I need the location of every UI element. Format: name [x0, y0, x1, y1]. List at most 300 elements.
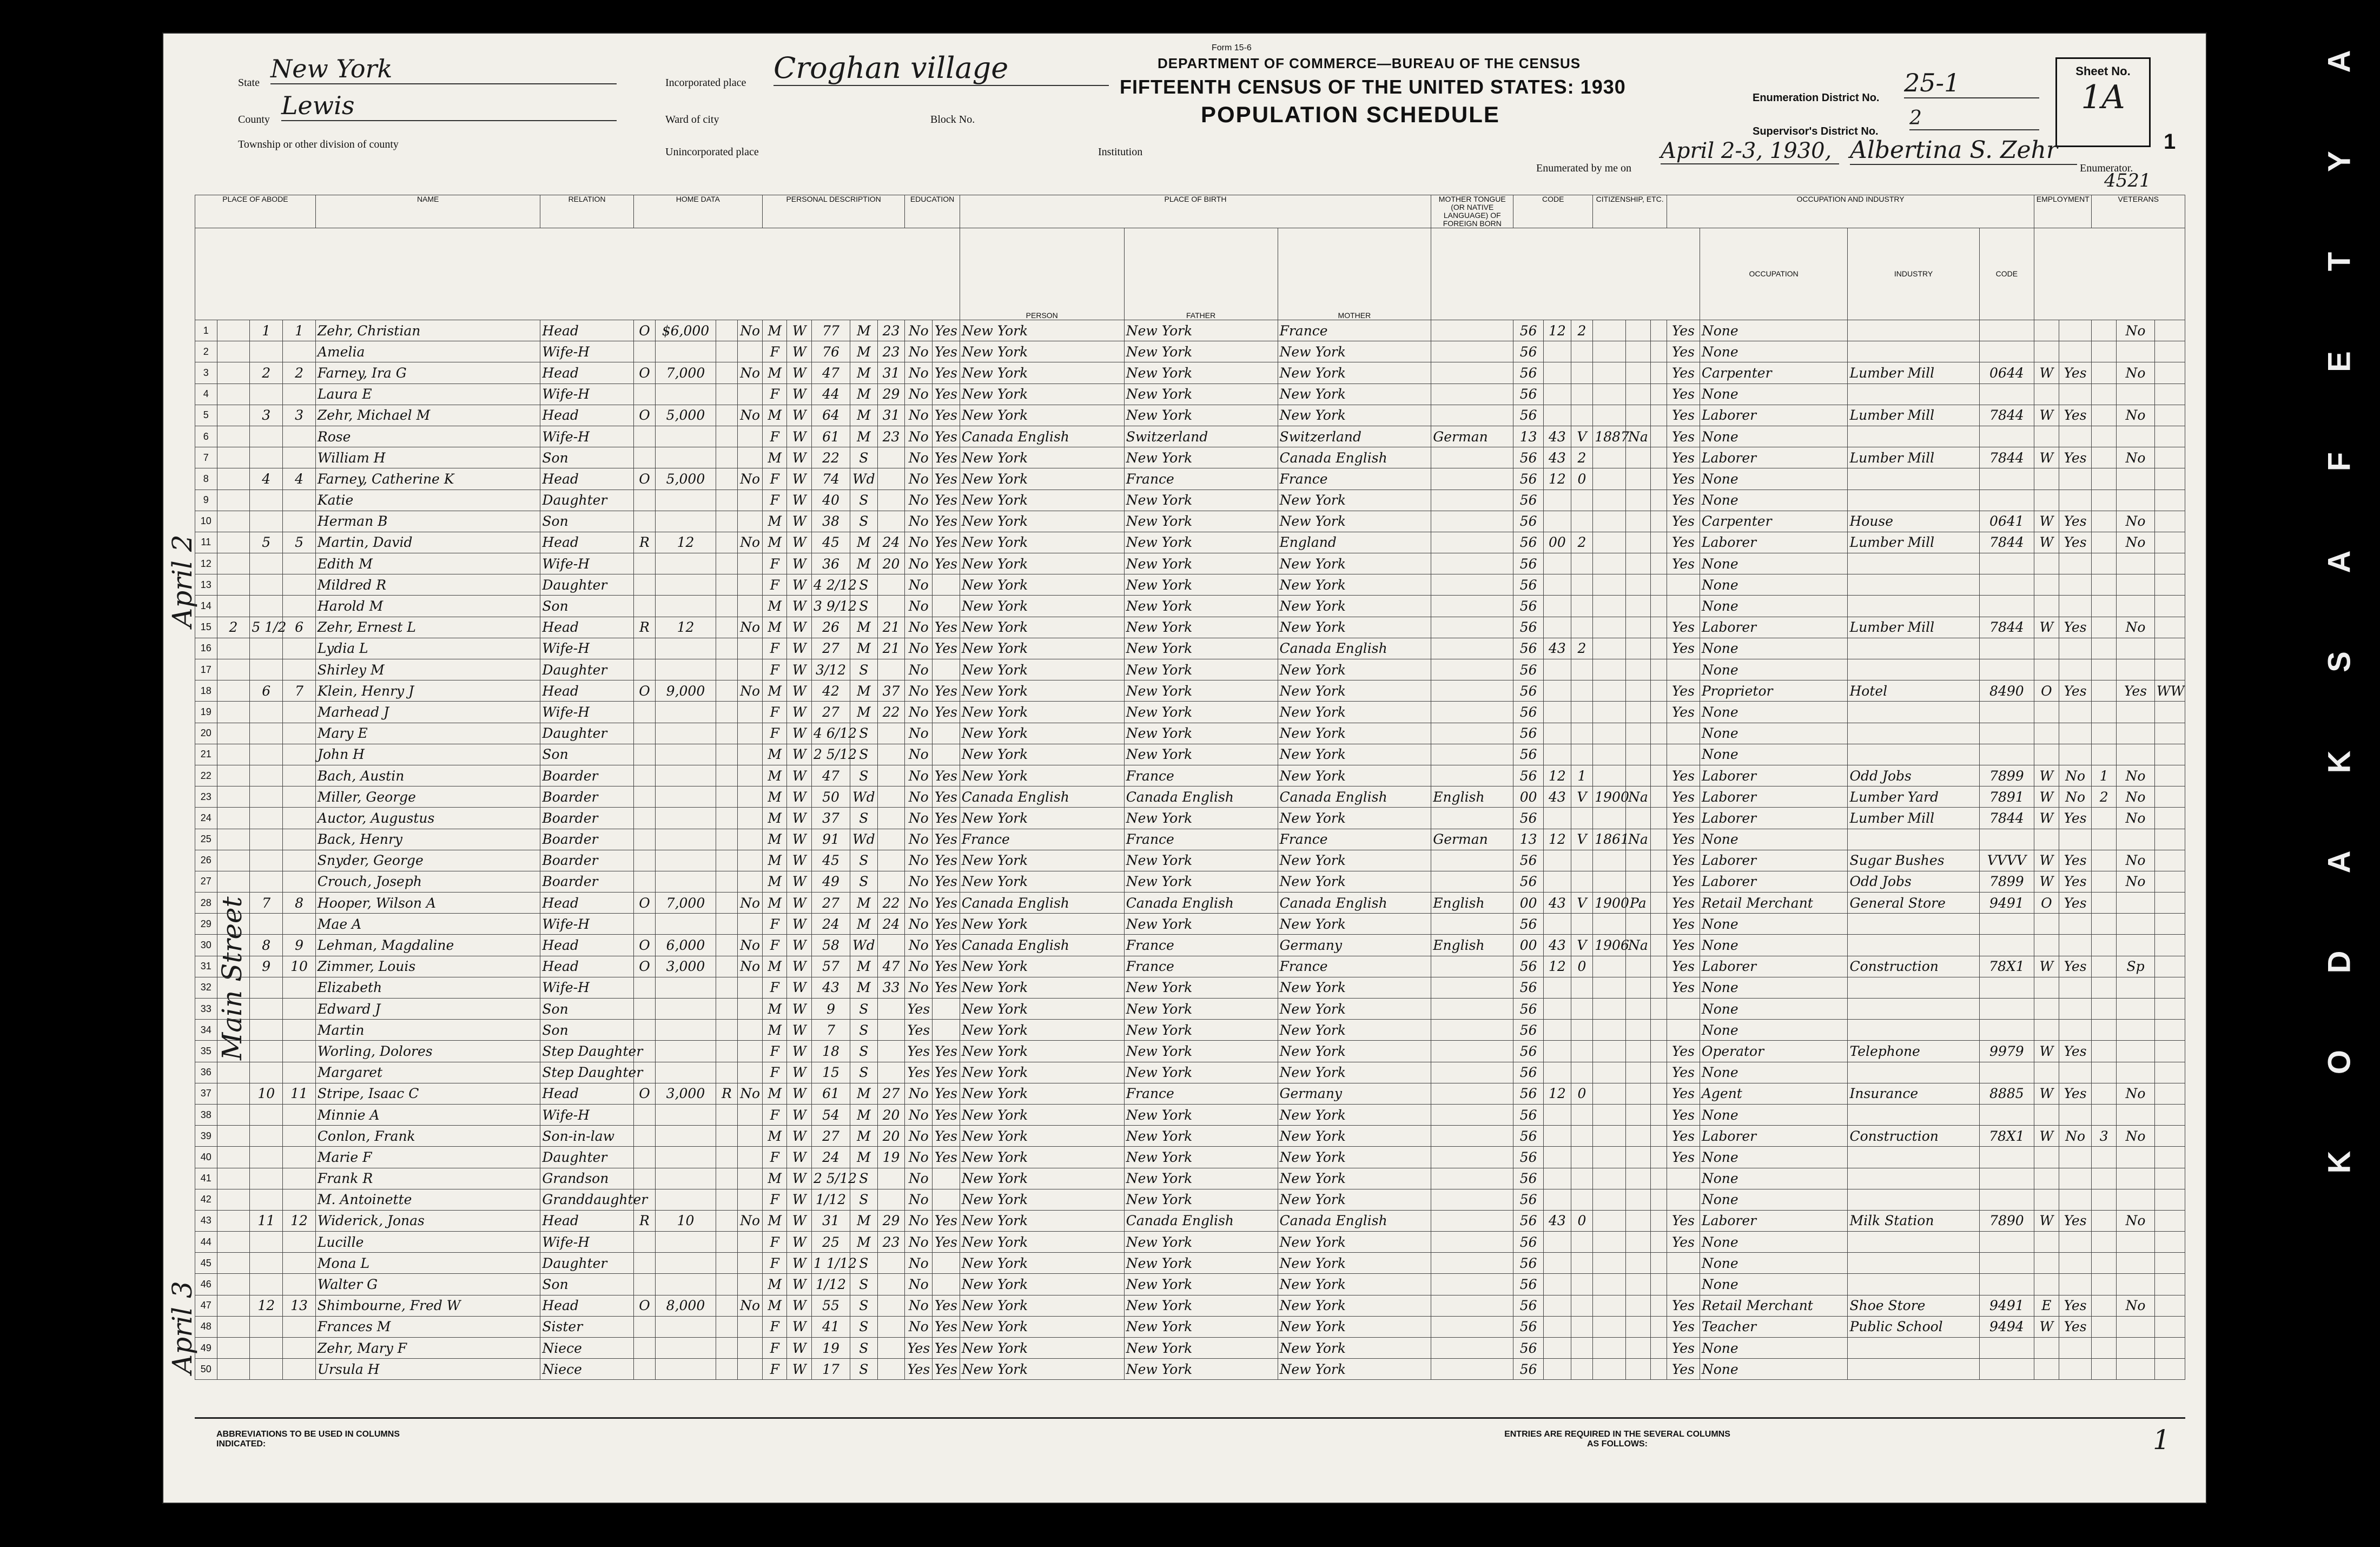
table-cell: 6 — [283, 617, 316, 638]
table-cell: No — [905, 765, 933, 786]
table-cell: No — [905, 384, 933, 405]
table-cell: W — [787, 1295, 812, 1316]
table-cell — [217, 362, 250, 384]
table-cell — [1848, 1274, 1979, 1295]
table-cell: M — [762, 680, 787, 702]
kodak-letter: A — [2322, 50, 2357, 73]
table-cell — [738, 1126, 763, 1147]
table-cell: No — [905, 680, 933, 702]
table-cell: Yes — [2059, 956, 2092, 977]
table-cell: New York — [960, 405, 1124, 426]
table-cell: New York — [960, 341, 1124, 362]
table-cell — [2117, 1338, 2155, 1359]
table-cell — [633, 1168, 656, 1189]
table-cell: M — [762, 405, 787, 426]
table-cell — [1650, 1104, 1667, 1125]
table-cell — [217, 638, 250, 659]
table-cell: New York — [1124, 871, 1278, 892]
table-cell — [283, 1316, 316, 1337]
table-cell — [2034, 341, 2059, 362]
table-cell: W — [787, 680, 812, 702]
table-cell: 56 — [1513, 1083, 1544, 1104]
table-row — [195, 1338, 2185, 1359]
group-tongue: MOTHER TONGUE (OR NATIVE LANGUAGE) OF FOREIGN BORN — [1431, 195, 1513, 228]
table-cell: New York — [960, 490, 1124, 511]
table-cell: 10 — [283, 956, 316, 977]
table-cell — [1571, 723, 1593, 744]
line-number: 7 — [195, 447, 217, 468]
table-cell — [2117, 829, 2155, 850]
table-cell: New York — [1124, 659, 1278, 680]
table-cell — [633, 1104, 656, 1125]
table-cell — [283, 1126, 316, 1147]
table-cell — [283, 1253, 316, 1274]
table-cell: Mary E — [315, 723, 540, 744]
table-cell — [738, 808, 763, 829]
table-cell: W — [2034, 765, 2059, 786]
table-cell: New York — [1278, 617, 1431, 638]
table-cell — [2034, 490, 2059, 511]
table-cell — [2154, 468, 2185, 490]
table-cell: No — [905, 702, 933, 723]
table-cell: Yes — [1667, 405, 1700, 426]
table-cell — [1571, 574, 1593, 596]
table-cell: No — [2117, 871, 2155, 892]
table-cell — [1626, 362, 1651, 384]
table-cell: Boarder — [540, 765, 633, 786]
table-cell — [1571, 384, 1593, 405]
table-cell: New York — [960, 1316, 1124, 1337]
table-cell: None — [1700, 341, 1848, 362]
table-cell — [2117, 638, 2155, 659]
table-cell — [1650, 956, 1667, 977]
table-cell — [716, 447, 738, 468]
table-cell: New York — [1278, 1338, 1431, 1359]
table-cell — [2154, 1274, 2185, 1295]
table-cell — [1848, 914, 1979, 935]
table-cell: Head — [540, 617, 633, 638]
table-cell: New York — [1124, 1232, 1278, 1253]
table-cell — [656, 1147, 716, 1168]
table-cell — [1571, 1062, 1593, 1083]
table-cell: No — [905, 1168, 933, 1189]
table-cell: Yes — [1667, 1338, 1700, 1359]
table-cell: Yes — [1667, 511, 1700, 532]
table-cell — [716, 680, 738, 702]
table-cell — [250, 574, 283, 596]
table-cell — [1593, 1020, 1626, 1041]
table-cell — [283, 786, 316, 808]
table-cell — [2092, 490, 2117, 511]
table-cell — [2034, 744, 2059, 765]
table-cell: W — [787, 977, 812, 998]
table-cell: New York — [1278, 1126, 1431, 1147]
table-cell — [1650, 1147, 1667, 1168]
table-cell: New York — [1278, 1020, 1431, 1041]
table-cell — [1593, 1147, 1626, 1168]
table-cell: New York — [960, 574, 1124, 596]
table-cell: 7890 — [1979, 1210, 2034, 1231]
table-cell — [933, 1168, 960, 1189]
table-cell: 43 — [1544, 638, 1571, 659]
table-cell — [2059, 1104, 2092, 1125]
table-cell: M — [850, 426, 877, 447]
table-cell — [1431, 341, 1513, 362]
table-cell: W — [2034, 447, 2059, 468]
table-cell: V — [1571, 892, 1593, 914]
table-cell: No — [905, 659, 933, 680]
table-cell — [877, 659, 905, 680]
table-cell: 61 — [812, 426, 850, 447]
table-cell: Crouch, Joseph — [315, 871, 540, 892]
table-cell — [716, 1126, 738, 1147]
table-cell — [2034, 659, 2059, 680]
table-cell — [738, 1168, 763, 1189]
line-number: 13 — [195, 574, 217, 596]
table-cell — [283, 914, 316, 935]
table-cell: V — [1571, 786, 1593, 808]
table-cell: Odd Jobs — [1848, 765, 1979, 786]
township-label: Township or other division of county — [238, 138, 399, 150]
table-cell: W — [787, 786, 812, 808]
table-cell — [738, 1041, 763, 1062]
table-cell — [2034, 596, 2059, 617]
table-cell — [217, 1338, 250, 1359]
table-cell: Conlon, Frank — [315, 1126, 540, 1147]
table-cell: Yes — [1667, 426, 1700, 447]
table-cell: Snyder, George — [315, 850, 540, 871]
table-cell: 23 — [877, 1232, 905, 1253]
table-cell — [1650, 1189, 1667, 1210]
table-cell: 7844 — [1979, 405, 2034, 426]
table-cell: New York — [960, 553, 1124, 574]
table-cell: Step Daughter — [540, 1062, 633, 1083]
table-cell — [1650, 765, 1667, 786]
table-cell — [2092, 999, 2117, 1020]
table-cell: 3 — [2092, 1126, 2117, 1147]
table-cell: Yes — [2059, 892, 2092, 914]
table-cell — [217, 914, 250, 935]
table-cell: No — [905, 1210, 933, 1231]
table-cell: 56 — [1513, 765, 1544, 786]
table-cell: 56 — [1513, 702, 1544, 723]
table-cell — [716, 596, 738, 617]
table-cell: New York — [960, 1168, 1124, 1189]
table-cell: Head — [540, 320, 633, 341]
table-cell: New York — [1124, 490, 1278, 511]
table-cell — [1650, 468, 1667, 490]
table-cell — [217, 468, 250, 490]
table-cell: 8 — [250, 935, 283, 956]
table-cell — [738, 1020, 763, 1041]
table-cell: New York — [960, 1189, 1124, 1210]
table-cell: Harold M — [315, 596, 540, 617]
table-cell — [217, 999, 250, 1020]
table-cell: Granddaughter — [540, 1189, 633, 1210]
table-cell: $6,000 — [656, 320, 716, 341]
group-personal: PERSONAL DESCRIPTION — [762, 195, 905, 228]
table-cell: No — [2117, 405, 2155, 426]
table-cell: Yes — [933, 935, 960, 956]
table-cell — [1593, 1316, 1626, 1337]
table-cell: New York — [1278, 362, 1431, 384]
table-cell: 7844 — [1979, 532, 2034, 553]
institution-label: Institution — [1098, 146, 1143, 158]
table-cell: 22 — [877, 892, 905, 914]
table-cell: Daughter — [540, 574, 633, 596]
table-cell — [2034, 1338, 2059, 1359]
table-cell — [2092, 914, 2117, 935]
table-cell: F — [762, 1232, 787, 1253]
table-cell — [877, 935, 905, 956]
table-cell — [1979, 574, 2034, 596]
table-cell — [1593, 1189, 1626, 1210]
table-cell — [1650, 1210, 1667, 1231]
table-cell — [2117, 1316, 2155, 1337]
table-cell: 56 — [1513, 511, 1544, 532]
table-cell — [1544, 808, 1571, 829]
table-cell: Canada English — [1278, 638, 1431, 659]
table-cell: No — [738, 617, 763, 638]
table-cell: New York — [1124, 1126, 1278, 1147]
table-cell: W — [2034, 1041, 2059, 1062]
table-cell — [250, 808, 283, 829]
table-row — [195, 765, 2185, 786]
table-cell: Shimbourne, Fred W — [315, 1295, 540, 1316]
table-cell: 56 — [1513, 1359, 1544, 1380]
table-cell: New York — [1278, 999, 1431, 1020]
line-number: 32 — [195, 977, 217, 998]
table-cell — [1544, 1104, 1571, 1125]
table-cell — [2059, 553, 2092, 574]
table-cell — [1593, 850, 1626, 871]
table-cell: 7 — [283, 680, 316, 702]
table-cell: 7 — [812, 1020, 850, 1041]
table-cell — [1593, 553, 1626, 574]
table-cell — [1431, 405, 1513, 426]
table-cell: No — [2059, 786, 2092, 808]
table-cell: 91 — [812, 829, 850, 850]
table-cell: W — [2034, 1126, 2059, 1147]
table-cell — [877, 808, 905, 829]
table-cell — [1431, 680, 1513, 702]
table-cell — [933, 1253, 960, 1274]
table-cell: W — [2034, 871, 2059, 892]
table-cell — [283, 596, 316, 617]
table-cell — [656, 638, 716, 659]
table-cell: New York — [1278, 744, 1431, 765]
table-row — [195, 384, 2185, 405]
table-cell — [1848, 829, 1979, 850]
table-cell — [1848, 1189, 1979, 1210]
table-cell: W — [787, 1041, 812, 1062]
table-cell — [1979, 638, 2034, 659]
table-cell: New York — [1124, 574, 1278, 596]
table-cell: W — [787, 850, 812, 871]
table-cell: F — [762, 574, 787, 596]
table-cell — [633, 1147, 656, 1168]
table-cell: F — [762, 914, 787, 935]
table-cell: M — [762, 1126, 787, 1147]
table-cell — [1650, 1359, 1667, 1380]
table-cell — [2059, 468, 2092, 490]
census-sheet — [162, 32, 2207, 1504]
table-cell — [1848, 1147, 1979, 1168]
table-cell: Yes — [2059, 680, 2092, 702]
table-cell: Yes — [933, 1210, 960, 1231]
line-number: 42 — [195, 1189, 217, 1210]
table-cell: F — [762, 1189, 787, 1210]
table-cell — [2034, 1232, 2059, 1253]
table-cell — [1626, 1232, 1651, 1253]
table-cell — [738, 490, 763, 511]
table-cell: 19 — [812, 1338, 850, 1359]
table-cell — [633, 1126, 656, 1147]
table-cell: Lumber Mill — [1848, 405, 1979, 426]
table-cell — [738, 1316, 763, 1337]
table-cell: 12 — [1544, 320, 1571, 341]
table-cell — [1650, 1253, 1667, 1274]
table-cell: New York — [1278, 702, 1431, 723]
table-cell — [1979, 723, 2034, 744]
table-cell — [1431, 914, 1513, 935]
kodak-safety-edge — [2320, 43, 2358, 1504]
table-cell — [1848, 1168, 1979, 1189]
group-occupation: OCCUPATION AND INDUSTRY — [1667, 195, 2034, 228]
table-cell: New York — [1124, 320, 1278, 341]
table-cell: No — [905, 574, 933, 596]
table-cell: 3 — [250, 405, 283, 426]
table-cell: Yes — [1667, 956, 1700, 977]
table-cell — [1544, 384, 1571, 405]
table-cell — [656, 341, 716, 362]
table-cell — [1571, 1274, 1593, 1295]
table-cell — [217, 659, 250, 680]
table-cell — [250, 871, 283, 892]
table-cell: Yes — [1667, 1062, 1700, 1083]
table-cell — [1650, 999, 1667, 1020]
table-cell: New York — [1124, 1020, 1278, 1041]
table-cell: W — [787, 765, 812, 786]
margin-note-april3: April 3 — [167, 1281, 198, 1374]
table-cell — [250, 553, 283, 574]
table-cell — [2034, 1062, 2059, 1083]
table-cell — [283, 850, 316, 871]
table-cell — [2092, 808, 2117, 829]
table-row — [195, 808, 2185, 829]
table-cell — [283, 808, 316, 829]
table-cell: M — [850, 1210, 877, 1231]
table-cell — [1431, 384, 1513, 405]
table-cell: 1 — [283, 320, 316, 341]
table-cell: New York — [1278, 1062, 1431, 1083]
table-cell: 2 — [283, 362, 316, 384]
table-cell — [2059, 1168, 2092, 1189]
table-cell — [1626, 914, 1651, 935]
table-cell: 56 — [1513, 659, 1544, 680]
table-cell — [1667, 999, 1700, 1020]
table-cell: No — [2117, 1083, 2155, 1104]
table-cell: Yes — [2059, 532, 2092, 553]
table-cell: Laborer — [1700, 405, 1848, 426]
table-row — [195, 723, 2185, 744]
table-cell: No — [905, 638, 933, 659]
table-cell — [1650, 511, 1667, 532]
table-cell: Yes — [1667, 362, 1700, 384]
table-cell — [1571, 1295, 1593, 1316]
table-cell: Yes — [1667, 617, 1700, 638]
table-cell: 6 — [250, 680, 283, 702]
table-cell: Zehr, Michael M — [315, 405, 540, 426]
table-cell — [1667, 1253, 1700, 1274]
table-cell: 24 — [812, 914, 850, 935]
table-cell — [656, 765, 716, 786]
table-cell: Yes — [1667, 1232, 1700, 1253]
table-cell — [2117, 1168, 2155, 1189]
table-cell: New York — [1124, 384, 1278, 405]
table-cell — [1593, 468, 1626, 490]
table-cell — [1626, 1359, 1651, 1380]
table-cell — [283, 1147, 316, 1168]
table-cell — [1667, 1020, 1700, 1041]
table-cell — [1848, 490, 1979, 511]
table-cell — [716, 1104, 738, 1125]
table-cell: France — [1278, 320, 1431, 341]
table-cell — [738, 447, 763, 468]
table-cell: M — [762, 808, 787, 829]
table-cell — [2092, 1316, 2117, 1337]
table-cell: F — [762, 1359, 787, 1380]
table-cell — [1848, 702, 1979, 723]
table-cell — [1431, 1232, 1513, 1253]
table-cell: No — [2059, 1126, 2092, 1147]
entries-title: ENTRIES ARE REQUIRED IN THE SEVERAL COLUMNS AS FOLLOWS: — [1504, 1430, 1730, 1449]
table-cell: Step Daughter — [540, 1041, 633, 1062]
table-cell — [656, 1232, 716, 1253]
table-cell: 7844 — [1979, 447, 2034, 468]
table-cell: VVVV — [1979, 850, 2034, 871]
table-cell: 21 — [877, 638, 905, 659]
table-cell: German — [1431, 426, 1513, 447]
table-cell — [250, 1062, 283, 1083]
table-cell — [738, 1253, 763, 1274]
table-cell — [633, 574, 656, 596]
line-number: 44 — [195, 1232, 217, 1253]
table-cell: Canada English — [1278, 447, 1431, 468]
table-cell — [283, 1338, 316, 1359]
table-cell: No — [905, 744, 933, 765]
table-body — [195, 320, 2185, 1380]
table-cell — [2092, 1210, 2117, 1231]
table-row — [195, 468, 2185, 490]
table-cell: F — [762, 1041, 787, 1062]
table-cell: New York — [1278, 384, 1431, 405]
table-cell — [1544, 1020, 1571, 1041]
table-cell — [1650, 1083, 1667, 1104]
table-cell — [2092, 405, 2117, 426]
table-cell — [2154, 638, 2185, 659]
table-cell — [877, 1062, 905, 1083]
table-cell — [1650, 1041, 1667, 1062]
table-cell — [1431, 744, 1513, 765]
table-cell: F — [762, 553, 787, 574]
table-cell: Yes — [933, 1295, 960, 1316]
table-cell — [250, 1274, 283, 1295]
table-cell: 2 — [1571, 447, 1593, 468]
table-cell — [1593, 723, 1626, 744]
table-cell — [2154, 765, 2185, 786]
line-number: 29 — [195, 914, 217, 935]
